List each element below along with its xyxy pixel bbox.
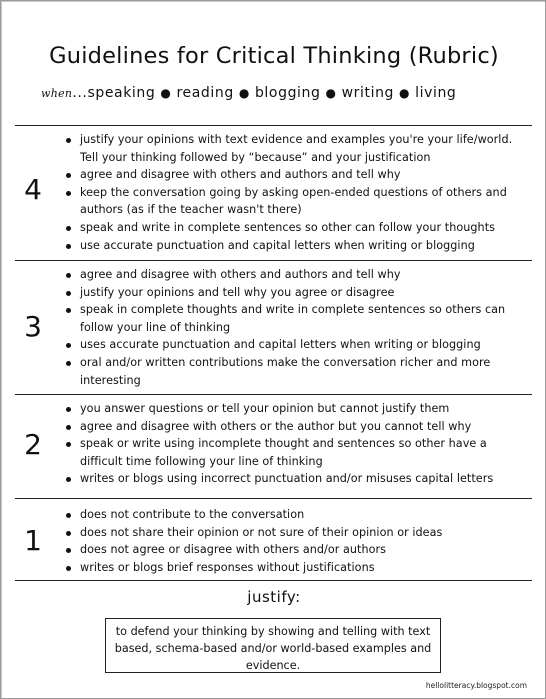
list-item: oral and/or written contributions make the conversation richer and more interesting — [64, 354, 516, 389]
list-item: writes or blogs brief responses without justifications — [64, 559, 516, 577]
divider — [15, 580, 532, 581]
list-item: does not contribute to the conversation — [64, 506, 516, 524]
divider — [15, 125, 532, 126]
criteria-list-1 — [64, 506, 516, 576]
subtitle-item: writing — [341, 85, 395, 101]
criteria-list-2 — [64, 400, 516, 488]
subtitle — [41, 85, 456, 101]
list-item: does not agree or disagree with others and/or authors — [64, 541, 516, 559]
list-item: agree and disagree with others and authors and tell why — [64, 266, 516, 284]
justify-heading: justify: — [247, 588, 301, 606]
list-item: writes or blogs using incorrect punctuation and/or misuses capital letters — [64, 470, 516, 488]
justify-definition: to defend your thinking by showing and telling with text based, schema-based and/or world-based examples and evidence. — [114, 625, 432, 672]
subtitle-item: reading — [176, 85, 234, 101]
list-item: you answer questions or tell your opinion but cannot justify them — [64, 400, 516, 418]
score-4: 4 — [24, 173, 42, 206]
bullet-icon: ● — [325, 86, 337, 100]
criteria-list-4 — [64, 131, 516, 254]
list-item: speak and write in complete sentences so other can follow your thoughts — [64, 219, 516, 237]
score-2: 2 — [24, 428, 42, 461]
list-item: justify your opinions and tell why you agree or disagree — [64, 284, 516, 302]
score-1: 1 — [24, 524, 42, 557]
list-item: agree and disagree with others and authors and tell why — [64, 166, 516, 184]
subtitle-item: speaking — [87, 85, 156, 101]
list-item: uses accurate punctuation and capital letters when writing or blogging — [64, 336, 516, 354]
list-item: keep the conversation going by asking open-ended questions of others and authors (as if the teacher wasn't there) — [64, 184, 516, 219]
list-item: speak in complete thoughts and write in complete sentences so others can follow your line of thinking — [64, 301, 516, 336]
divider — [15, 498, 532, 499]
subtitle-when: when — [41, 87, 73, 100]
score-3: 3 — [24, 310, 42, 343]
bullet-icon: ● — [160, 86, 172, 100]
subtitle-item: blogging — [254, 85, 321, 101]
list-item: does not share their opinion or not sure of their opinion or ideas — [64, 524, 516, 542]
list-item: justify your opinions with text evidence and examples you're your life/world. Tell your thinking followed by “because” and your justification — [64, 131, 516, 166]
footer-credit: hellolitteracy.blogspot.com — [425, 681, 527, 690]
criteria-list-3 — [64, 266, 516, 389]
divider — [15, 394, 532, 395]
subtitle-item: living — [415, 85, 457, 101]
bullet-icon: ● — [399, 86, 411, 100]
divider — [15, 260, 532, 261]
list-item: agree and disagree with others or the author but you cannot tell why — [64, 418, 516, 436]
page-title: Guidelines for Critical Thinking (Rubric) — [49, 43, 499, 69]
subtitle-ellipsis: ... — [72, 85, 88, 101]
justify-definition-box — [105, 618, 441, 673]
bullet-icon: ● — [238, 86, 250, 100]
list-item: use accurate punctuation and capital letters when writing or blogging — [64, 237, 516, 255]
list-item: speak or write using incomplete thought and sentences so other have a difficult time following your line of thinking — [64, 435, 516, 470]
